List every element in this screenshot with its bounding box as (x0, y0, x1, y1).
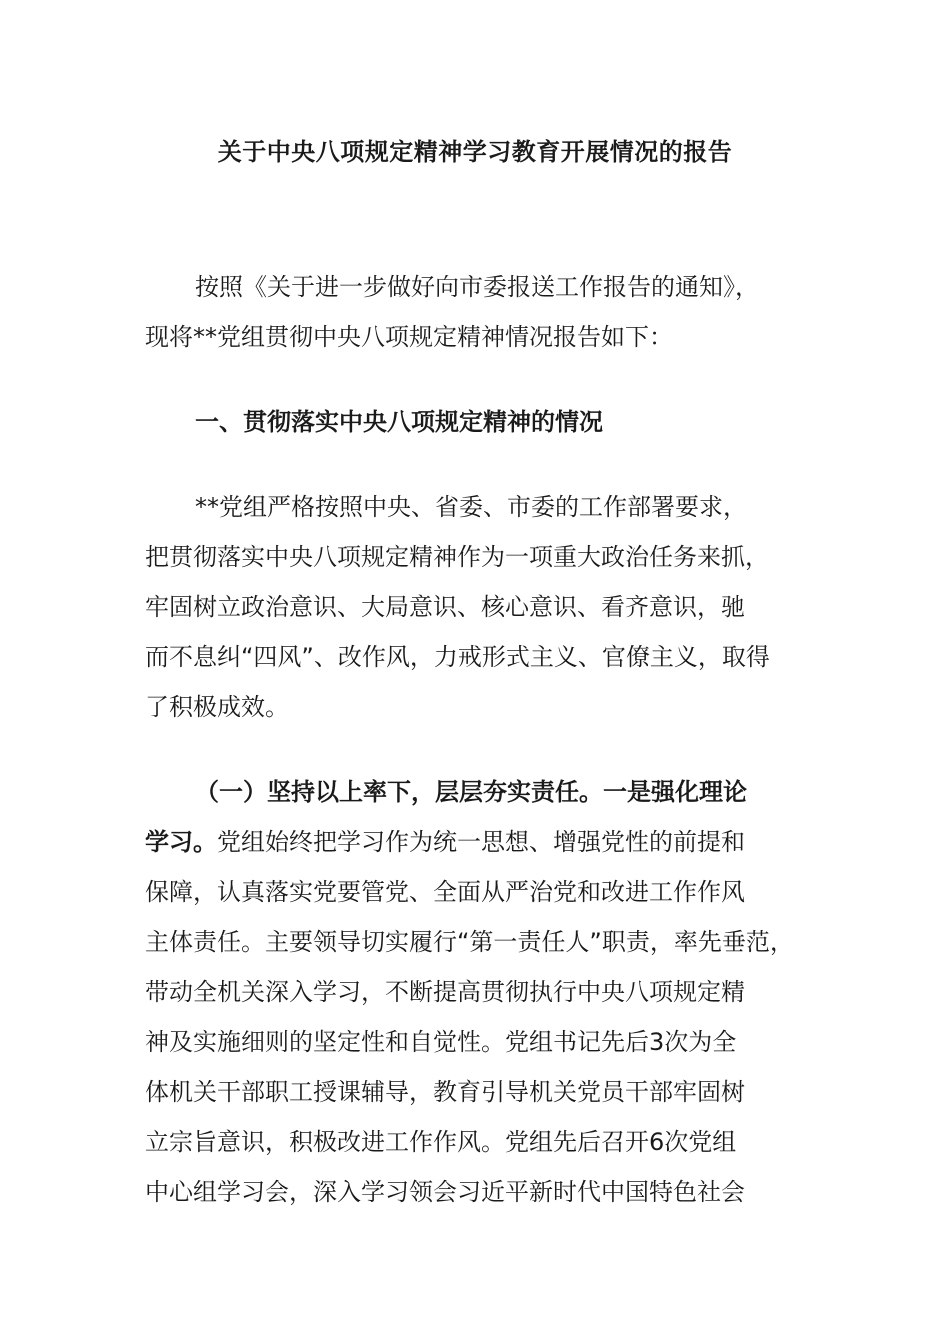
paragraph-2-line-4: 主体责任。主要领导切实履行“第一责任人”职责，率先垂范， (145, 928, 794, 956)
paragraph-2-line-9: 中心组学习会，深入学习领会习近平新时代中国特色社会 (145, 1178, 745, 1206)
section-heading-1: 一、贯彻落实中央八项规定精神的情况 (195, 408, 603, 436)
paragraph-1-line-5: 了积极成效。 (145, 693, 289, 721)
paragraph-2-lead-in: 学习。 (145, 828, 217, 856)
paragraph-2-line-5: 带动全机关深入学习，不断提高贯彻执行中央八项规定精 (145, 978, 745, 1006)
paragraph-1-line-4: 而不息纠“四风”、改作风，力戒形式主义、官僚主义，取得 (145, 643, 770, 671)
document-title: 关于中央八项规定精神学习教育开展情况的报告 (217, 138, 733, 166)
intro-line-1: 按照《关于进一步做好向市委报送工作报告的通知》， (195, 273, 759, 301)
paragraph-2-line-3: 保障，认真落实党要管党、全面从严治党和改进工作作风 (145, 878, 745, 906)
paragraph-2-line-2-text: 党组始终把学习作为统一思想、增强党性的前提和 (217, 828, 745, 856)
paragraph-2-line-7: 体机关干部职工授课辅导，教育引导机关党员干部牢固树 (145, 1078, 745, 1106)
paragraph-1-line-2: 把贯彻落实中央八项规定精神作为一项重大政治任务来抓， (145, 543, 769, 571)
intro-line-2: 现将**党组贯彻中央八项规定精神情况报告如下： (145, 323, 673, 351)
paragraph-2-line-6: 神及实施细则的坚定性和自觉性。党组书记先后3次为全 (145, 1028, 737, 1056)
paragraph-2-line-8: 立宗旨意识，积极改进工作作风。党组先后召开6次党组 (145, 1128, 737, 1156)
paragraph-1-line-1: **党组严格按照中央、省委、市委的工作部署要求， (195, 493, 747, 521)
paragraph-2-line-1: （一）坚持以上率下，层层夯实责任。一是强化理论 (195, 778, 747, 806)
paragraph-1-line-3: 牢固树立政治意识、大局意识、核心意识、看齐意识，驰 (145, 593, 745, 621)
paragraph-2-line-2 (145, 825, 745, 859)
